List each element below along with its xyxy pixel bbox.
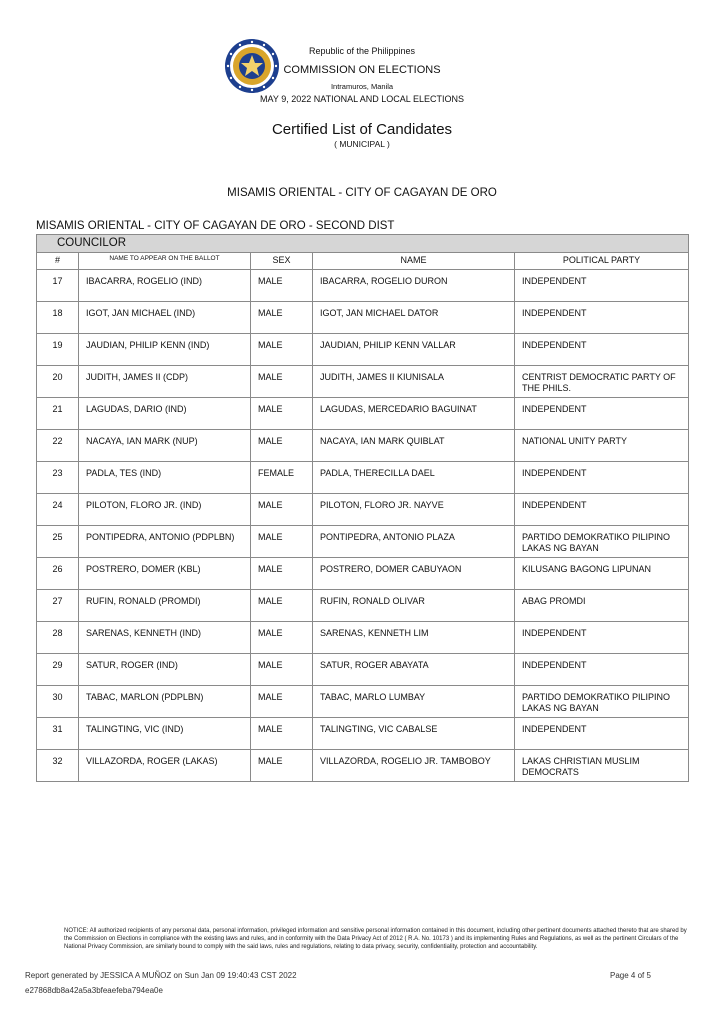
row-number: 18 [37, 302, 79, 334]
full-name: IBACARRA, ROGELIO DURON [313, 270, 515, 302]
commission-location: Intramuros, Manila [330, 82, 394, 91]
document-title: Certified List of Candidates [271, 121, 453, 138]
column-header-name: NAME [313, 253, 515, 270]
political-party: INDEPENDENT [515, 622, 689, 654]
privacy-notice: NOTICE: All authorized recipients of any personal data, personal information, privileged information and sensitive personal information contained in this document, including other pertinent documents attached thereto that are shared by the Commission on Elections in compliance with the existing laws and rules, and in conformity with the Data Privacy Act of 2012 ( R.A. No. 10173 ) and its implementing Rules and Regulations, as well as the pertinent Circulars of the National Privacy Commission, are similarly bound to comply with the said laws, rules and regulations, relating to data privacy, security, confidentiality, protection and accountability. [64, 928, 687, 950]
row-number: 31 [37, 718, 79, 750]
table-row [37, 686, 689, 718]
row-number: 27 [37, 590, 79, 622]
row-number: 19 [37, 334, 79, 366]
table-row [37, 462, 689, 494]
ballot-name: POSTRERO, DOMER (KBL) [79, 558, 251, 590]
sex: MALE [251, 366, 313, 398]
report-generated-line: Report generated by JESSICA A MUÑOZ on Sun Jan 09 19:40:43 CST 2022 [25, 971, 297, 980]
full-name: PADLA, THERECILLA DAEL [313, 462, 515, 494]
table-row [37, 558, 689, 590]
row-number: 21 [37, 398, 79, 430]
commission-name: COMMISSION ON ELECTIONS [283, 64, 441, 76]
political-party: INDEPENDENT [515, 398, 689, 430]
table-row [37, 750, 689, 782]
row-number: 28 [37, 622, 79, 654]
column-header-ballot-name: NAME TO APPEAR ON THE BALLOT [79, 253, 251, 270]
republic-line: Republic of the Philippines [308, 46, 416, 56]
political-party: ABAG PROMDI [515, 590, 689, 622]
row-number: 17 [37, 270, 79, 302]
full-name: VILLAZORDA, ROGELIO JR. TAMBOBOY [313, 750, 515, 782]
political-party: CENTRIST DEMOCRATIC PARTY OF THE PHILS. [515, 366, 689, 398]
document-hash: e27868db8a42a5a3bfeaefeba794ea0e [25, 986, 163, 995]
candidates-table [36, 234, 689, 782]
ballot-name: RUFIN, RONALD (PROMDI) [79, 590, 251, 622]
political-party: KILUSANG BAGONG LIPUNAN [515, 558, 689, 590]
sex: MALE [251, 302, 313, 334]
table-row [37, 494, 689, 526]
row-number: 26 [37, 558, 79, 590]
table-row [37, 718, 689, 750]
ballot-name: TALINGTING, VIC (IND) [79, 718, 251, 750]
ballot-name: IBACARRA, ROGELIO (IND) [79, 270, 251, 302]
row-number: 29 [37, 654, 79, 686]
political-party: PARTIDO DEMOKRATIKO PILIPINO LAKAS NG BAYAN [515, 686, 689, 718]
ballot-name: IGOT, JAN MICHAEL (IND) [79, 302, 251, 334]
table-row [37, 366, 689, 398]
political-party: PARTIDO DEMOKRATIKO PILIPINO LAKAS NG BAYAN [515, 526, 689, 558]
ballot-name: SATUR, ROGER (IND) [79, 654, 251, 686]
political-party: INDEPENDENT [515, 494, 689, 526]
column-header-sex: SEX [251, 253, 313, 270]
political-party: LAKAS CHRISTIAN MUSLIM DEMOCRATS [515, 750, 689, 782]
sex: MALE [251, 270, 313, 302]
sex: MALE [251, 558, 313, 590]
row-number: 24 [37, 494, 79, 526]
table-row [37, 270, 689, 302]
page-indicator: Page 4 of 5 [610, 971, 651, 980]
political-party: INDEPENDENT [515, 718, 689, 750]
ballot-name: JUDITH, JAMES II (CDP) [79, 366, 251, 398]
province-city-heading: MISAMIS ORIENTAL - CITY OF CAGAYAN DE ORO [227, 187, 497, 199]
row-number: 30 [37, 686, 79, 718]
ballot-name: NACAYA, IAN MARK (NUP) [79, 430, 251, 462]
full-name: RUFIN, RONALD OLIVAR [313, 590, 515, 622]
table-row [37, 622, 689, 654]
ballot-name: PILOTON, FLORO JR. (IND) [79, 494, 251, 526]
row-number: 23 [37, 462, 79, 494]
table-row [37, 590, 689, 622]
sex: MALE [251, 430, 313, 462]
sex: MALE [251, 686, 313, 718]
full-name: SARENAS, KENNETH LIM [313, 622, 515, 654]
full-name: SATUR, ROGER ABAYATA [313, 654, 515, 686]
full-name: JUDITH, JAMES II KIUNISALA [313, 366, 515, 398]
full-name: PILOTON, FLORO JR. NAYVE [313, 494, 515, 526]
full-name: TABAC, MARLO LUMBAY [313, 686, 515, 718]
row-number: 22 [37, 430, 79, 462]
ballot-name: TABAC, MARLON (PDPLBN) [79, 686, 251, 718]
political-party: INDEPENDENT [515, 270, 689, 302]
column-header-party: POLITICAL PARTY [515, 253, 689, 270]
table-row [37, 430, 689, 462]
table-row [37, 526, 689, 558]
table-row [37, 654, 689, 686]
full-name: TALINGTING, VIC CABALSE [313, 718, 515, 750]
column-header-number: # [37, 253, 79, 270]
full-name: IGOT, JAN MICHAEL DATOR [313, 302, 515, 334]
ballot-name: PONTIPEDRA, ANTONIO (PDPLBN) [79, 526, 251, 558]
political-party: NATIONAL UNITY PARTY [515, 430, 689, 462]
row-number: 20 [37, 366, 79, 398]
full-name: LAGUDAS, MERCEDARIO BAGUINAT [313, 398, 515, 430]
sex: MALE [251, 622, 313, 654]
political-party: INDEPENDENT [515, 462, 689, 494]
sex: MALE [251, 590, 313, 622]
full-name: POSTRERO, DOMER CABUYAON [313, 558, 515, 590]
ballot-name: SARENAS, KENNETH (IND) [79, 622, 251, 654]
sex: MALE [251, 334, 313, 366]
row-number: 32 [37, 750, 79, 782]
ballot-name: LAGUDAS, DARIO (IND) [79, 398, 251, 430]
election-title: MAY 9, 2022 NATIONAL AND LOCAL ELECTIONS [260, 94, 464, 104]
political-party: INDEPENDENT [515, 302, 689, 334]
sex: MALE [251, 398, 313, 430]
full-name: NACAYA, IAN MARK QUIBLAT [313, 430, 515, 462]
sex: MALE [251, 494, 313, 526]
political-party: INDEPENDENT [515, 334, 689, 366]
ballot-name: JAUDIAN, PHILIP KENN (IND) [79, 334, 251, 366]
sex: MALE [251, 718, 313, 750]
district-heading: MISAMIS ORIENTAL - CITY OF CAGAYAN DE ORO - SECOND DIST [36, 220, 395, 232]
row-number: 25 [37, 526, 79, 558]
sex: MALE [251, 750, 313, 782]
ballot-name: PADLA, TES (IND) [79, 462, 251, 494]
document-subtitle: ( MUNICIPAL ) [334, 139, 390, 149]
table-row [37, 302, 689, 334]
table-row [37, 398, 689, 430]
full-name: PONTIPEDRA, ANTONIO PLAZA [313, 526, 515, 558]
sex: MALE [251, 654, 313, 686]
position-heading: COUNCILOR [37, 235, 689, 253]
political-party: INDEPENDENT [515, 654, 689, 686]
sex: MALE [251, 526, 313, 558]
ballot-name: VILLAZORDA, ROGER (LAKAS) [79, 750, 251, 782]
sex: FEMALE [251, 462, 313, 494]
table-row [37, 334, 689, 366]
full-name: JAUDIAN, PHILIP KENN VALLAR [313, 334, 515, 366]
